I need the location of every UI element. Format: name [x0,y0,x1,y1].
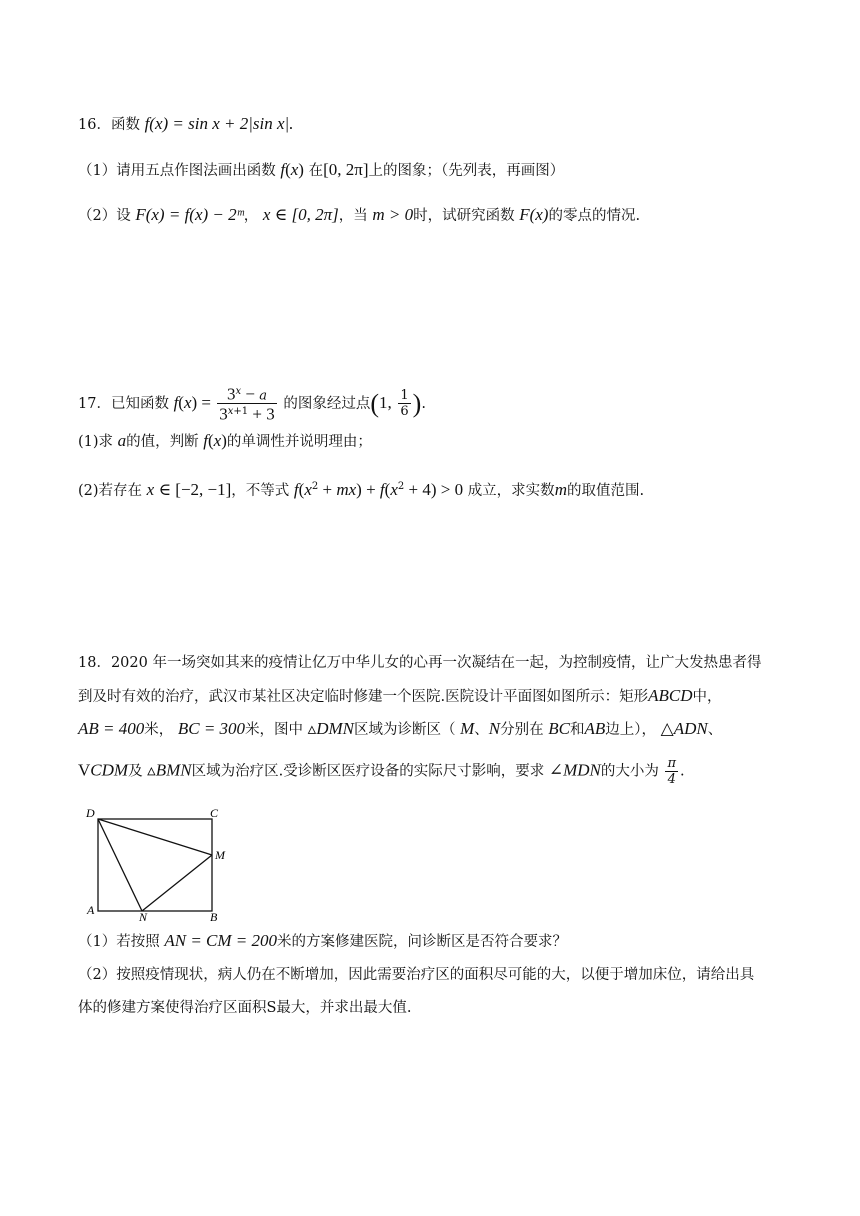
label-n: N [139,910,148,921]
q18-part1: （1）若按照 AN = CM = 200米的方案修建医院，问诊断区是否符合要求？ [78,931,568,950]
segment-dn [98,819,142,911]
segment-dm [98,819,212,855]
q16-stem: 16．函数 f(x) = sin x + 2|sin x|. [78,114,294,133]
q18-part2-line1: （2）按照疫情现状，病人仍在不断增加，因此需要治疗区的面积尽可能的大，以便于增加床位，请给出具 [78,967,755,983]
hospital-plan-diagram [84,803,234,921]
q17-part1: (1)求 a的值，判断 f(x)的单调性并说明理由； [78,431,372,450]
q16-part2: （2）设 F(x) = f(x) − 2ᵐ， x ∈ [0, 2π]，当 m > 0时，试研究函数 F(x)的零点的情况. [78,205,641,224]
q18-line2: 到及时有效的治疗，武汉市某社区决定临时修建一个医院.医院设计平面图如图所示：矩形ABCD中， [78,686,722,705]
segment-mn [142,855,212,911]
q16-part1: （1）请用五点作图法画出函数 f(x) 在[0, 2π]上的图象；（先列表，再画图） [78,160,565,179]
label-d: D [86,806,95,820]
q18-line3: AB = 400米， BC = 300米，图中 ▵DMN区域为诊断区（ M、N分别在 BC和AB边上）， △ADN、 [78,719,723,738]
q17-stem: 17．已知函数 f(x) = $\frac{3^x - a}{3^{x+1} + 3}$ 的图象经过点(1, $\frac{1}{6}$ ). [78,384,426,424]
label-a: A [87,903,95,917]
q17-function-fraction: $\frac{3^x - a}{3^{x+1} + 3}$ [219,384,275,424]
label-m: M [215,848,225,862]
rectangle-abcd [98,819,212,911]
q18-line4: VCDM及 ▵BMN区域为治疗区.受诊断区医疗设备的实际尺寸影响，要求 ∠MDN的大小为 $\frac{\pi}{4}$ . [78,756,685,787]
q18-part2-line2: 体的修建方案使得治疗区面积S最大，并求出最大值. [78,1000,412,1016]
q17-part2: (2)若存在 x ∈ [−2, −1]，不等式 $f(x^2 + mx) + f(x^2 + 4) > 0$ 成立，求实数m的取值范围. [78,479,645,499]
label-b: B [210,910,218,921]
q18-line1: 18．2020 年一场突如其来的疫情让亿万中华儿女的心再一次凝结在一起，为控制疫情，让广大发热患者得 [78,655,762,671]
q16-function-formula: f(x) = sin x + 2|sin x|. [144,114,294,133]
label-c: C [210,806,219,820]
